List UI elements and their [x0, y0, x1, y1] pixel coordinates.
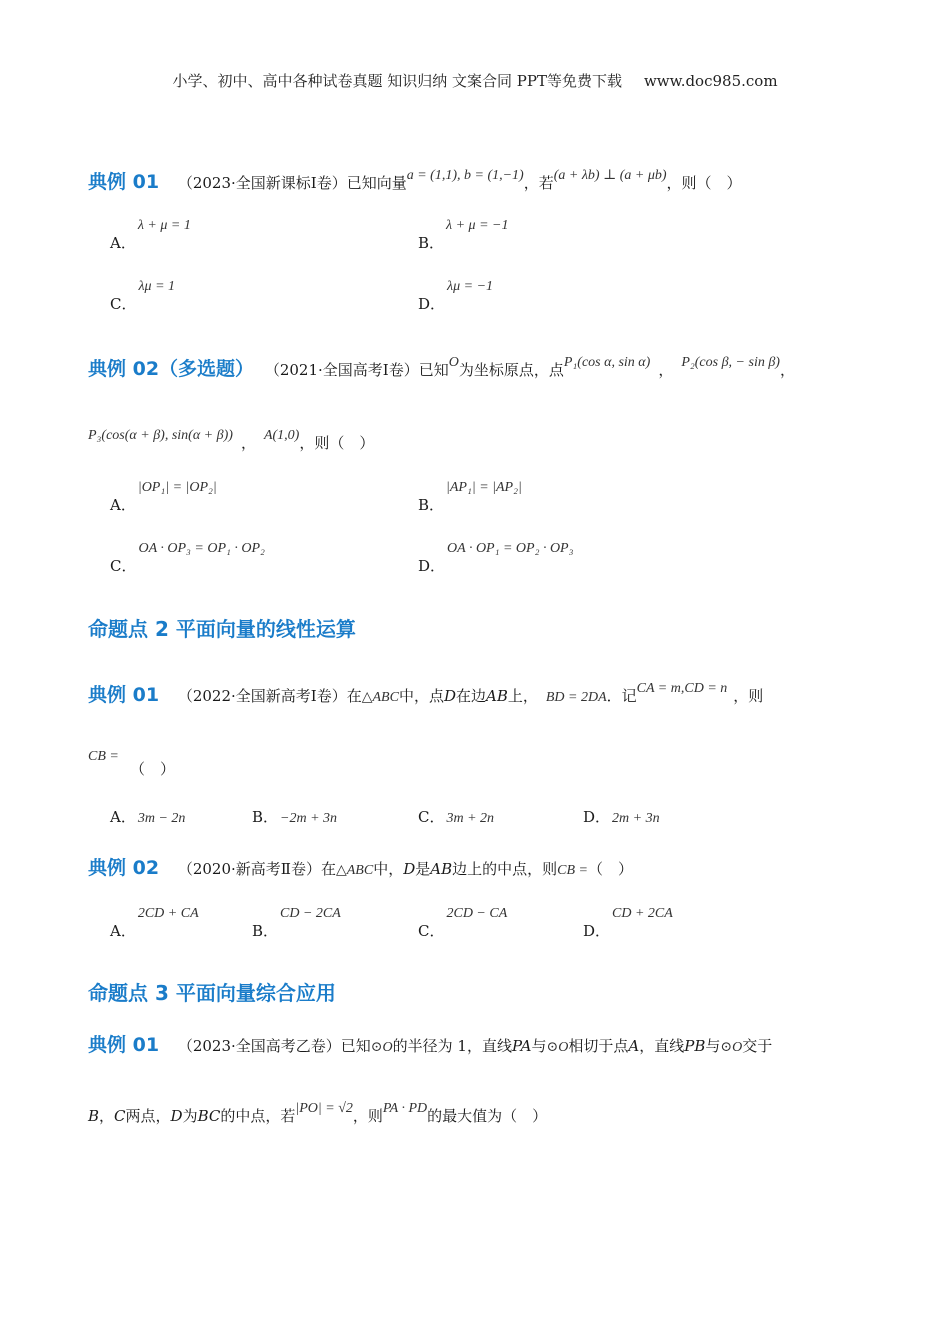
example-source: （2023·全国高考乙卷）已知: [177, 1037, 371, 1055]
stem-text: 与: [705, 1037, 721, 1055]
option-c[interactable]: [110, 279, 176, 314]
option-letter: C．: [418, 808, 445, 826]
example-source: （2021·全国高考Ⅰ卷）已知: [264, 361, 449, 379]
vector-def: CA = m,CD = n: [636, 681, 728, 696]
example-5-stem-line2: [88, 1101, 548, 1126]
option-letter: D．: [418, 557, 446, 575]
line-label: PA: [511, 1037, 532, 1055]
stem-text: ，若: [523, 174, 554, 192]
example-label: 典例 02（多选题）: [88, 358, 255, 380]
option-a[interactable]: [110, 480, 217, 515]
stem-text: ，: [240, 434, 256, 452]
stem-text: ，: [658, 361, 674, 379]
stem-text: ，则: [352, 1107, 383, 1125]
section-title: 命题点 3 平面向量综合应用: [88, 981, 336, 1005]
option-math: |AP₁| = |AP₂|: [446, 480, 522, 495]
point-a: A(1,0): [263, 428, 300, 443]
option-math: 2CD − CA: [446, 906, 508, 921]
point-label: C: [114, 1107, 126, 1125]
answer-paren: （ ）: [587, 860, 633, 878]
option-b[interactable]: [418, 218, 509, 253]
cb-math: CB =: [557, 863, 588, 878]
point-label: B: [88, 1107, 100, 1125]
point-label: D: [170, 1107, 183, 1125]
option-b[interactable]: [418, 480, 522, 515]
option-d[interactable]: [583, 906, 673, 941]
po-math: |PO| = √2: [295, 1101, 353, 1116]
option-math: 2CD + CA: [137, 906, 199, 921]
stem-text: 的半径为 1，直线: [392, 1037, 512, 1055]
stem-text: 在边: [455, 687, 486, 705]
option-math: λ + μ = 1: [137, 218, 191, 233]
point-p1: P₁(cos α, sin α): [563, 355, 651, 370]
point-label: A: [628, 1037, 640, 1055]
stem-text: 相切于点: [568, 1037, 629, 1055]
stem-end: ，则（ ）: [666, 174, 742, 192]
stem-text: ．记: [606, 687, 637, 705]
vector-def: a = (1,1), b = (1,−1): [406, 168, 524, 183]
option-math: CD − 2CA: [280, 906, 341, 921]
stem-text: 与: [531, 1037, 547, 1055]
section-title: 命题点 2 平面向量的线性运算: [88, 617, 356, 641]
example-1-stem: [88, 167, 742, 194]
option-math: λμ = −1: [447, 279, 494, 294]
origin-math: O: [448, 355, 459, 370]
option-b[interactable]: [252, 806, 337, 827]
example-3-stem: [88, 680, 763, 707]
stem-text: 上，: [507, 687, 538, 705]
stem-text: 交于: [742, 1037, 773, 1055]
dot-product-math: PA · PD: [382, 1101, 428, 1116]
point-label: D: [403, 860, 416, 878]
option-math: |OP₁| = |OP₂|: [137, 480, 217, 495]
point-label: D: [443, 687, 456, 705]
option-math: λμ = 1: [138, 279, 176, 294]
stem-text: 为坐标原点，点: [458, 361, 564, 379]
option-math: λ + μ = −1: [446, 218, 509, 233]
example-label: 典例 01: [88, 1034, 160, 1056]
example-4-stem: [88, 853, 633, 880]
option-letter: D．: [418, 295, 446, 313]
option-c[interactable]: [418, 906, 508, 941]
option-letter: A．: [110, 922, 136, 940]
circle-math: ⊙O: [720, 1040, 743, 1055]
option-letter: A．: [110, 234, 136, 252]
stem-text: 中，: [373, 860, 404, 878]
point-p3: P₃(cos(α + β), sin(α + β)): [88, 428, 233, 443]
segment-label: BC: [197, 1107, 221, 1125]
option-letter: A．: [110, 496, 136, 514]
example-source: （2022·全国新高考Ⅰ卷）在: [177, 687, 362, 705]
circle-math: ⊙O: [546, 1040, 569, 1055]
line-label: PB: [684, 1037, 706, 1055]
example-2-stem: [88, 354, 795, 381]
example-5-stem: [88, 1030, 772, 1057]
option-math: OA · OP₃ = OP₁ · OP₂: [138, 541, 265, 556]
example-label: 典例 02: [88, 857, 160, 879]
option-math: 3m + 2n: [446, 811, 495, 826]
option-letter: B．: [418, 496, 445, 514]
stem-text: ，: [99, 1107, 115, 1125]
option-a[interactable]: [110, 806, 185, 827]
option-a[interactable]: [110, 218, 191, 253]
example-source: （2023·全国新课标Ⅰ卷）已知向量: [177, 174, 407, 192]
option-letter: B．: [418, 234, 445, 252]
stem-text: 为: [182, 1107, 198, 1125]
option-math: OA · OP₁ = OP₂ · OP₃: [447, 541, 574, 556]
option-math: 2m + 3n: [612, 811, 660, 826]
example-label: 典例 01: [88, 684, 160, 706]
header-text: 小学、初中、高中各种试卷真题 知识归纳 文案合同 PPT等免费下载: [172, 72, 622, 90]
triangle-math: △ABC: [335, 863, 374, 878]
stem-text: 两点，: [125, 1107, 171, 1125]
example-source: （2020·新高考Ⅱ卷）在: [177, 860, 336, 878]
option-d[interactable]: [583, 806, 660, 827]
option-letter: C．: [418, 922, 445, 940]
header-url[interactable]: www.doc985.com: [643, 72, 778, 90]
point-p2: P₂(cos β, − sin β): [681, 355, 780, 370]
option-letter: B．: [252, 922, 279, 940]
option-a[interactable]: [110, 906, 199, 941]
option-math: −2m + 3n: [280, 811, 338, 826]
stem-text: 是: [415, 860, 431, 878]
option-letter: C．: [110, 295, 137, 313]
circle-math: ⊙O: [370, 1040, 393, 1055]
option-c[interactable]: [418, 806, 494, 827]
stem-text: 边上的中点，则: [452, 860, 558, 878]
stem-text: ，: [779, 361, 795, 379]
example-3-stem-line2: [88, 746, 119, 765]
stem-text: 中，点: [398, 687, 444, 705]
example-2-stem-line2: [88, 428, 375, 453]
option-letter: A．: [110, 808, 136, 826]
stem-end: 的最大值为（ ）: [427, 1107, 548, 1125]
option-letter: D．: [583, 808, 611, 826]
option-math: CD + 2CA: [612, 906, 673, 921]
perp-condition: (a + λb) ⊥ (a + μb): [553, 168, 667, 183]
stem-text: ，直线: [639, 1037, 685, 1055]
segment-label: AB: [486, 687, 508, 705]
option-letter: C．: [110, 557, 137, 575]
option-d[interactable]: [418, 541, 574, 576]
cb-math: CB =: [88, 749, 119, 764]
option-c[interactable]: [110, 541, 265, 576]
option-d[interactable]: [418, 279, 494, 314]
stem-end: ，则（ ）: [299, 434, 375, 452]
stem-text: 的中点，若: [220, 1107, 296, 1125]
ratio-math: BD = 2DA: [545, 690, 607, 705]
page-header: [0, 70, 950, 91]
option-letter: D．: [583, 922, 611, 940]
option-letter: B．: [252, 808, 279, 826]
segment-label: AB: [430, 860, 453, 878]
option-math: 3m − 2n: [137, 811, 186, 826]
triangle-math: △ABC: [361, 690, 399, 705]
option-b[interactable]: [252, 906, 341, 941]
stem-text: ，则: [733, 687, 764, 705]
answer-paren: （ ）: [130, 760, 176, 778]
example-label: 典例 01: [88, 171, 160, 193]
